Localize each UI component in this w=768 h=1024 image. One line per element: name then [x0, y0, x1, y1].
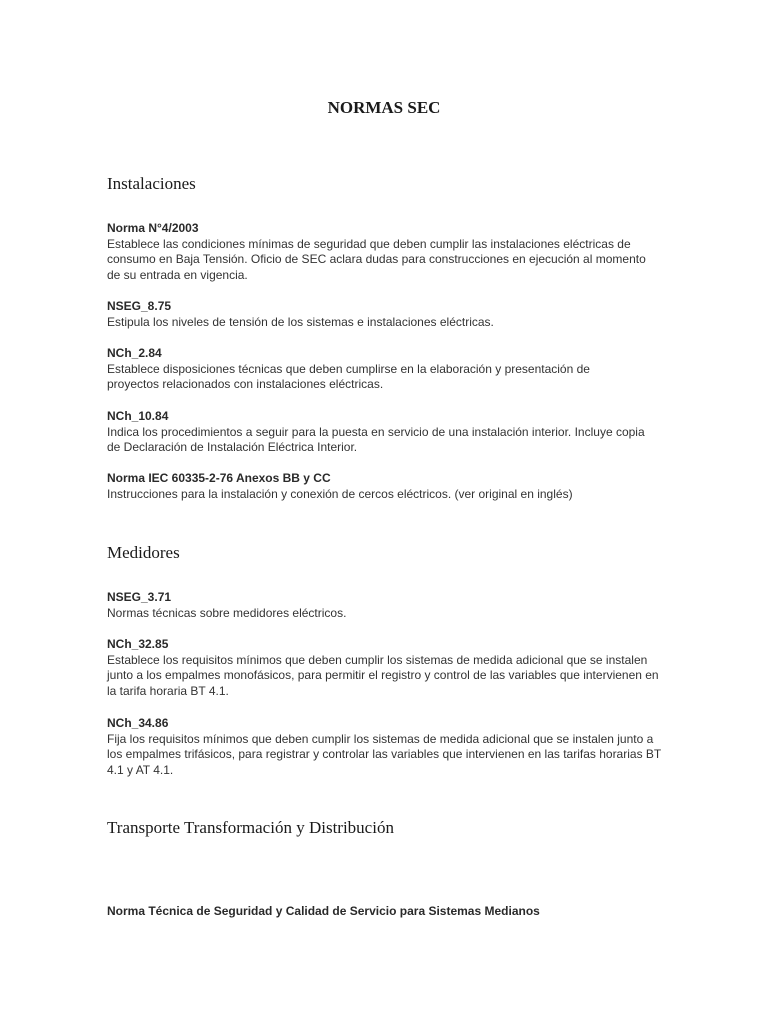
norm-title: NCh_32.85	[107, 637, 169, 651]
norm-title: NSEG_8.75	[107, 299, 172, 313]
norm-title: NCh_10.84	[107, 409, 169, 423]
norm-title: NCh_34.86	[107, 716, 169, 730]
section-heading-instalaciones: Instalaciones	[107, 174, 196, 193]
norm-description: Establece los requisitos mínimos que deben cumplir los sistemas de medida adicional que se instalen junto a los empalmes monofásicos, para permitir el registro y control de las variables que intervienen en la tarifa horaria BT 4.1.	[107, 652, 659, 698]
norm-description: Instrucciones para la instalación y conexión de cercos eléctricos. (ver original en inglés)	[107, 486, 573, 501]
norm-title: NSEG_3.71	[107, 590, 172, 604]
section-heading-transporte: Transporte Transformación y Distribución	[107, 818, 394, 837]
norm-title: NCh_2.84	[107, 346, 162, 360]
norm-title: Norma N°4/2003	[107, 221, 199, 235]
norm-description: Indica los procedimientos a seguir para la puesta en servicio de una instalación interior. Incluye copia de Declaración de Instalación Eléctrica Interior.	[107, 424, 645, 454]
norm-entry	[107, 637, 667, 699]
norm-description: Establece las condiciones mínimas de seguridad que deben cumplir las instalaciones eléctricas de consumo en Baja Tensión. Oficio de SEC aclara dudas para construcciones en ejecución al momento de su entrada en vigencia.	[107, 236, 646, 282]
norm-entry	[107, 471, 667, 502]
norm-title: Norma IEC 60335-2-76 Anexos BB y CC	[107, 471, 331, 485]
norm-entry	[107, 590, 667, 621]
norm-description: Fija los requisitos mínimos que deben cumplir los sistemas de medida adicional que se instalen junto a los empalmes trifásicos, para registrar y controlar las variables que intervienen en las tarifas horarias BT 4.1 y AT 4.1.	[107, 731, 662, 777]
norm-description: Estipula los niveles de tensión de los sistemas e instalaciones eléctricas.	[107, 314, 494, 329]
norm-entry	[107, 716, 667, 778]
norm-entry	[107, 221, 667, 283]
norm-description: Normas técnicas sobre medidores eléctricos.	[107, 605, 347, 620]
norm-entry	[107, 409, 667, 456]
page-title: NORMAS SEC	[327, 98, 441, 117]
norm-title: Norma Técnica de Seguridad y Calidad de Servicio para Sistemas Medianos	[107, 904, 540, 918]
section-heading-medidores: Medidores	[107, 543, 180, 562]
norm-description: Establece disposiciones técnicas que deben cumplirse en la elaboración y presentación de proyectos relacionados con instalaciones eléctricas.	[107, 361, 590, 391]
norm-entry	[107, 299, 667, 330]
norm-entry	[107, 346, 667, 393]
